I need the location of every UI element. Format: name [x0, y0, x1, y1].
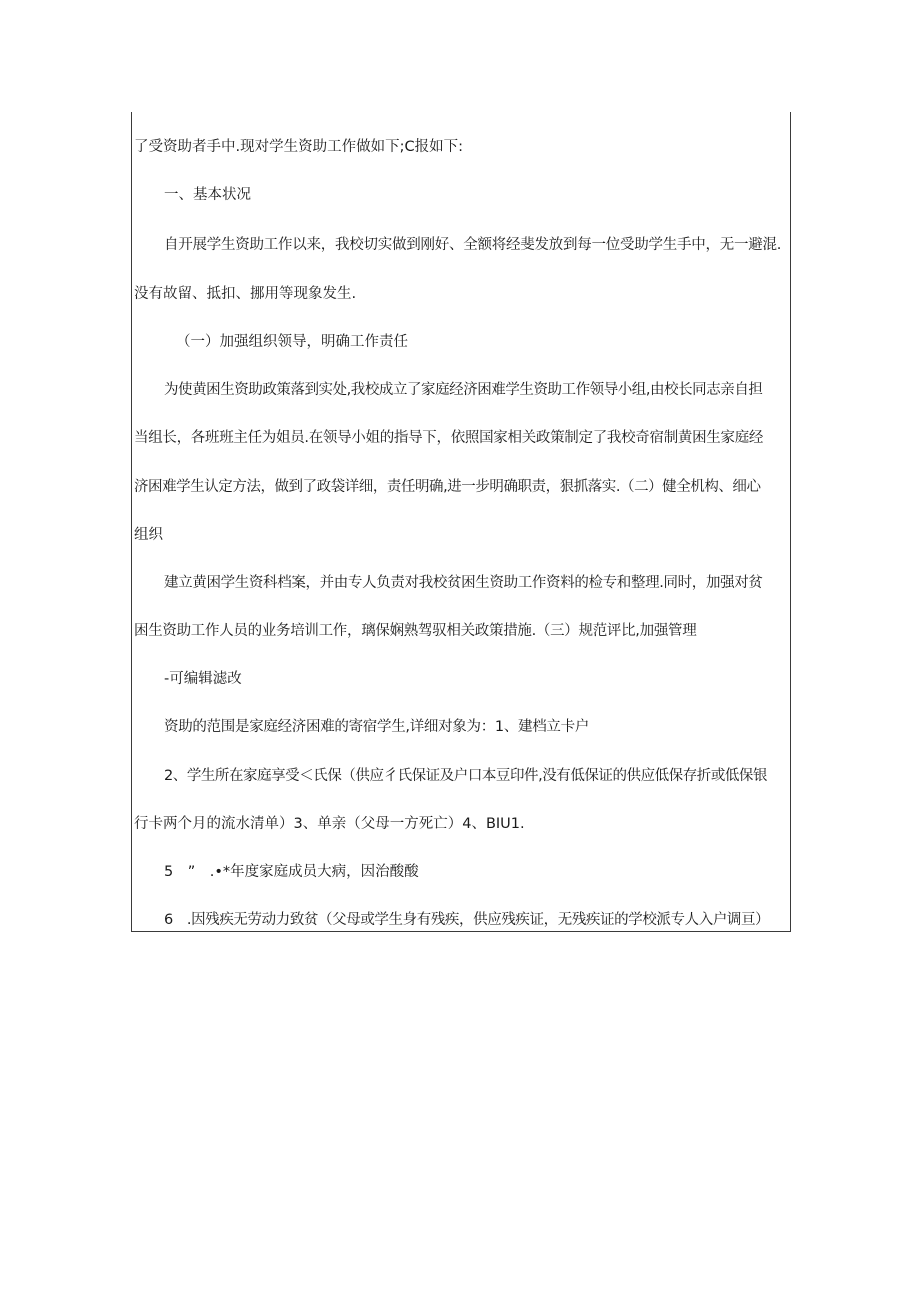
- editable-note: -可编辑滤改: [164, 671, 242, 687]
- paragraph-line-13: 资助的范围是家庭经济困难的寄宿学生,详细对象为：1、建档立卡户: [164, 719, 590, 735]
- paragraph-line-8: 济困难学生认定方法，做到了政袋详细，责任明确,进一步明确职责，狠抓落实.（二）健全机构、细心: [134, 479, 761, 495]
- paragraph-line-3: 自开展学生资助工作以来，我校切实做到刚好、全额将经斐发放到每一位受助学生手中，无一避混.: [164, 237, 782, 253]
- subheading-organize-leadership: （一）加强组织领导，明确工作责任: [176, 334, 408, 350]
- paragraph-line-14: 2、学生所在家庭享受＜氏保（供应彳氏保证及户口本豆印件,没有低保证的供应低保存折或低保银: [164, 768, 768, 784]
- paragraph-line-17: 6 .因残疾无劳动力致贫（父母或学生身有残疾，供应残疾证，无残疾证的学校派专人入户调亘）: [164, 912, 770, 928]
- paragraph-line-9: 组织: [134, 527, 163, 543]
- paragraph-line-15: 行卡两个月的流水清单）3、单亲（父母一方死亡）4、BIU1.: [134, 816, 525, 832]
- paragraph-line-6: 为使黄困生资助政策落到实处,我校成立了家庭经济困难学生资助工作领导小组,由校长同志亲自担: [164, 382, 763, 398]
- section-heading-basic-status: 一、基本状况: [164, 187, 251, 203]
- paragraph-line-7: 当组长，各班班主任为姐员.在领导小姐的指导下，依照国家相关政策制定了我校奇宿制黄困生家庭经: [134, 430, 764, 446]
- paragraph-line-10: 建立黄困学生资科档案，并由专人负责对我校贫困生资助工作资料的检专和整理.同时，加强对贫: [164, 575, 763, 591]
- paragraph-line-11: 困生资助工作人员的业务培训工作，璃保娴熟驾驭相关政策措施.（三）规范评比,加强管理: [134, 623, 697, 639]
- paragraph-line-16: 5 ” .•*年度家庭成员大病，因治酸酸: [164, 864, 419, 880]
- paragraph-line-4: 没有故留、抵扣、挪用等现象发生.: [134, 286, 357, 302]
- paragraph-line-1: 了受资助者手中.现对学生资助工作做如下;C报如下:: [134, 139, 464, 155]
